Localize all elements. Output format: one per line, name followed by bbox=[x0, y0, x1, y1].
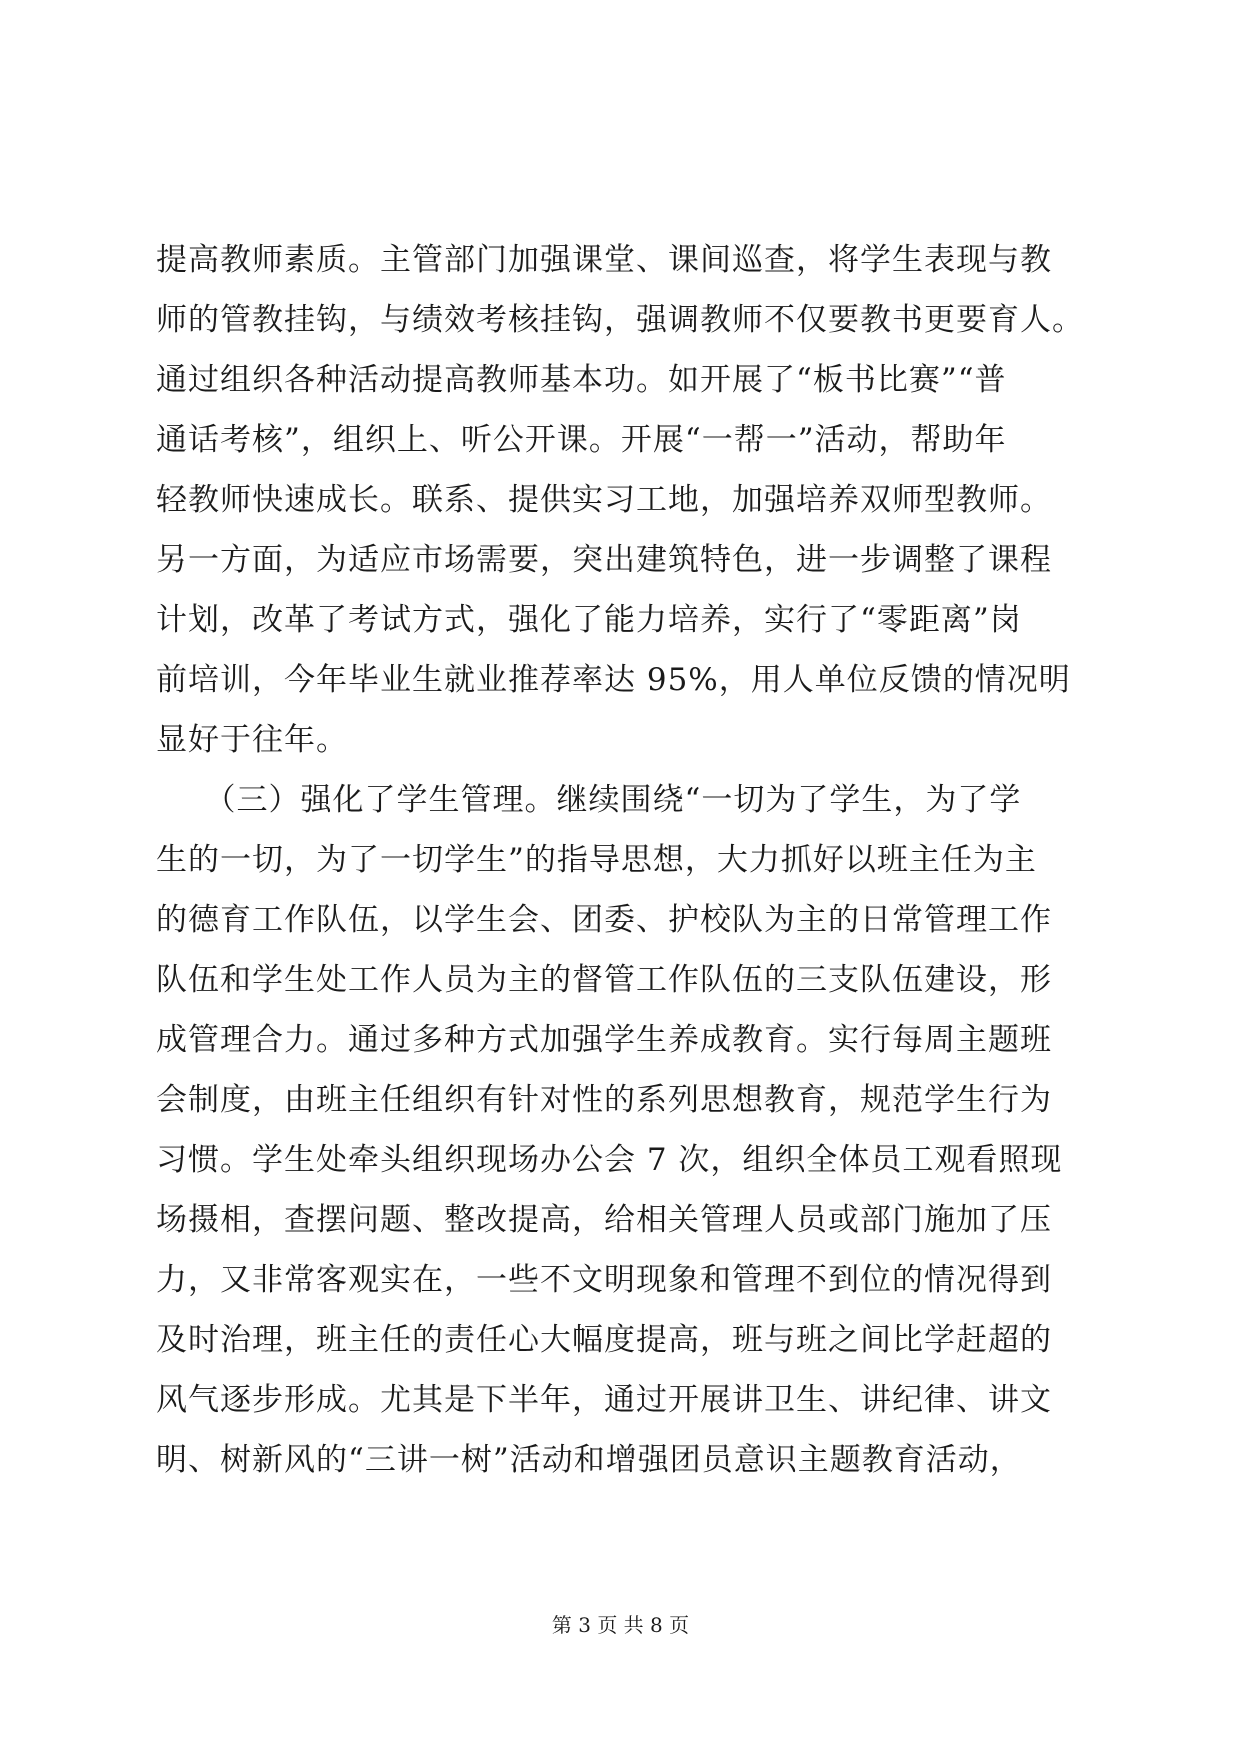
text-line: 的德育工作队伍，以学生会、团委、护校队为主的日常管理工作 bbox=[156, 902, 1052, 938]
text-line: 通过组织各种活动提高教师基本功。如开展了“板书比赛”“普 bbox=[156, 362, 1007, 398]
text-line: 通话考核”，组织上、听公开课。开展“一帮一”活动，帮助年 bbox=[156, 422, 1007, 458]
text-line: 计划，改革了考试方式，强化了能力培养，实行了“零距离”岗 bbox=[156, 602, 1022, 638]
page-number: 第 3 页 共 8 页 bbox=[551, 1613, 690, 1637]
text-line: 会制度，由班主任组织有针对性的系列思想教育，规范学生行为 bbox=[156, 1082, 1052, 1118]
body-text bbox=[156, 230, 1086, 1490]
text-line: 成管理合力。通过多种方式加强学生养成教育。实行每周主题班 bbox=[156, 1022, 1052, 1058]
text-line: 提高教师素质。主管部门加强课堂、课间巡查，将学生表现与教 bbox=[156, 242, 1052, 278]
text-line: 前培训，今年毕业生就业推荐率达 95%，用人单位反馈的情况明 bbox=[156, 662, 1071, 698]
text-line: 另一方面，为适应市场需要，突出建筑特色，进一步调整了课程 bbox=[156, 542, 1052, 578]
text-line: 风气逐步形成。尤其是下半年，通过开展讲卫生、讲纪律、讲文 bbox=[156, 1382, 1052, 1418]
text-line: 轻教师快速成长。联系、提供实习工地，加强培养双师型教师。 bbox=[156, 482, 1052, 518]
text-line: 力，又非常客观实在，一些不文明现象和管理不到位的情况得到 bbox=[156, 1262, 1052, 1298]
text-line: 习惯。学生处牵头组织现场办公会 7 次，组织全体员工观看照现 bbox=[156, 1142, 1063, 1178]
text-line: 显好于往年。 bbox=[156, 722, 348, 758]
text-line: 及时治理，班主任的责任心大幅度提高，班与班之间比学赶超的 bbox=[156, 1322, 1052, 1358]
text-line: 场摄相，查摆问题、整改提高，给相关管理人员或部门施加了压 bbox=[156, 1202, 1052, 1238]
text-line: 队伍和学生处工作人员为主的督管工作队伍的三支队伍建设，形 bbox=[156, 962, 1052, 998]
text-line: 师的管教挂钩，与绩效考核挂钩，强调教师不仅要教书更要育人。 bbox=[156, 302, 1084, 338]
text-line: 生的一切，为了一切学生”的指导思想，大力抓好以班主任为主 bbox=[156, 842, 1037, 878]
text-line: 明、树新风的“三讲一树”活动和增强团员意识主题教育活动， bbox=[156, 1442, 1022, 1478]
text-line: （三）强化了学生管理。继续围绕“一切为了学生，为了学 bbox=[156, 782, 1022, 818]
